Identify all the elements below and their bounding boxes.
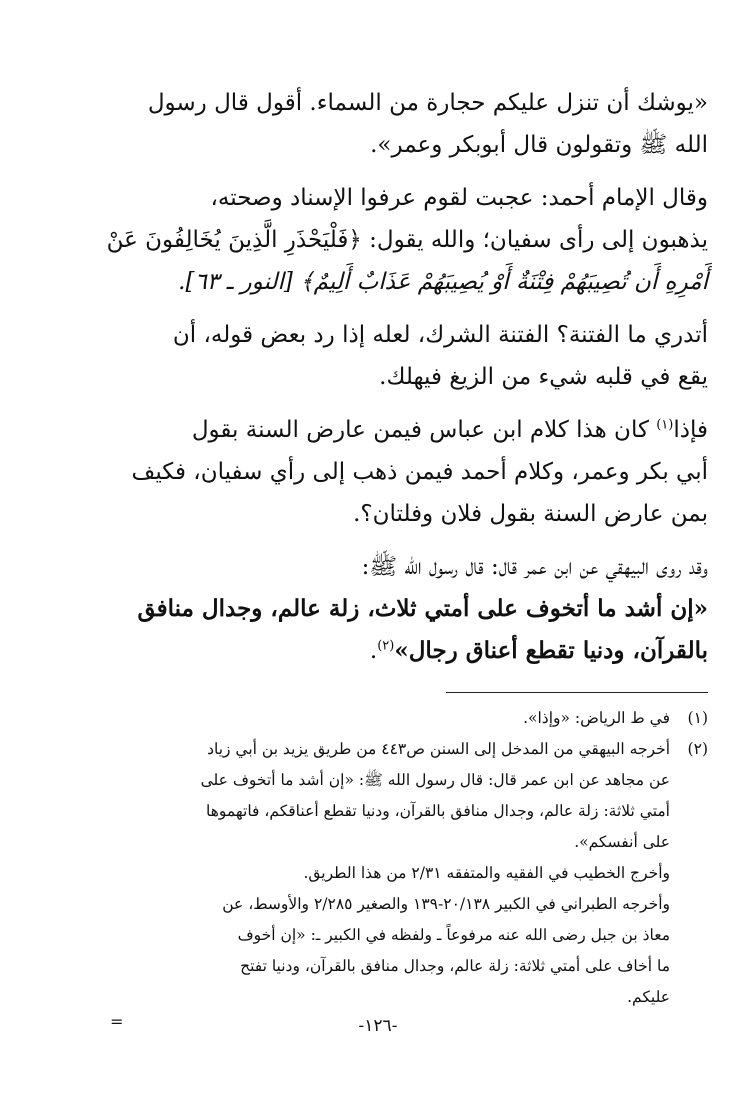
text-line: الله ﷺ وتقولون قال أبوبكر وعمر». [370, 132, 708, 158]
footnote-line: ما أخاف على أمتي ثلاثة: زلة عالم، وجدال منافق بالقرآن، ودنيا تفتح [240, 957, 670, 975]
footnote-line: عليكم. [627, 988, 670, 1006]
line-text: كان هذا كلام ابن عباس فيمن عارض السنة بقول [191, 417, 649, 443]
hadith-line-last [78, 630, 708, 672]
lead-word: فإذا [673, 417, 708, 443]
footnote-2 [78, 734, 708, 858]
text-line: وقد روى البيهقي عن ابن عمر قال: قال رسول الله ﷺ: [361, 554, 708, 580]
paragraph-3 [78, 314, 708, 398]
page-number: -١٢٦- [358, 1016, 398, 1036]
period: . [369, 638, 378, 664]
footnote-body [78, 703, 670, 734]
footnote-line: وأخرجه الطبراني في الكبير ٢٠/١٣٨-١٣٩ والصغير ٢/٢٨٥ والأوسط، عن [222, 895, 670, 913]
hadith-line: «إن أشد ما أتخوف على أمتي ثلاث، زلة عالم، وجدال منافق [137, 595, 708, 622]
footnotes [78, 703, 708, 1031]
text-line: وقال الإمام أحمد: عجبت لقوم عرفوا الإسناد وصحته، [210, 185, 708, 211]
hadith-text: بالقرآن، ودنيا تقطع أعناق رجال» [394, 637, 708, 664]
continuation-mark: = [110, 1012, 124, 1031]
paragraph-1 [78, 82, 708, 166]
footnote-ref-2[interactable]: (٢) [377, 638, 395, 654]
footnote-line: وأخرج الخطيب في الفقيه والمتفقه ٢/٣١ من هذا الطريق. [303, 864, 670, 882]
footnote-continuation [78, 858, 708, 1013]
footnote-number: (١) [687, 709, 708, 727]
quran-verse-line: أَمْرِهِ أَن تُصِيبَهُمْ فِتْنَةٌ أَوْ يُصِيبَهُمْ عَذَابٌ أَلِيمٌ﴾ [النور ـ ٦٣]. [178, 269, 708, 295]
footnote-number: (٢) [687, 740, 708, 758]
text-line: أتدري ما الفتنة؟ الفتنة الشرك، لعله إذا رد بعض قوله، أن [172, 322, 708, 348]
text-line: يقع في قلبه شيء من الزيغ فيهلك. [379, 364, 708, 390]
footnote-line: معاذ بن جبل رضى الله عنه مرفوعاً ـ ولفظه في الكبير ـ: «إن أخوف [237, 926, 670, 944]
text-line: يذهبون إلى رأى سفيان؛ والله يقول: ﴿فَلْيَحْذَرِ الَّذِينَ يُخَالِفُونَ عَنْ [106, 227, 708, 253]
footnote-line: في ط الرياض: «وإذا». [523, 709, 670, 727]
footnote-1 [78, 703, 708, 734]
paragraph-2 [78, 177, 708, 303]
paragraph-4 [78, 409, 708, 535]
footnote-divider [446, 692, 708, 693]
text-line: أبي بكر وعمر، وكلام أحمد فيمن ذهب إلى رأي سفيان، فكيف [131, 459, 708, 485]
footnote-line: أخرجه البيهقي من المدخل إلى السنن ص٤٤٣ من طريق يزيد بن أبي زياد [207, 740, 670, 758]
paragraph-5 [78, 546, 708, 672]
footnote-line: أمتي ثلاثة: زلة عالم، وجدال منافق بالقرآن، ودنيا تقطع أعناقكم، فاتهموها [206, 802, 670, 820]
text-line: «يوشك أن تنزل عليكم حجارة من السماء. أقول قال رسول [147, 90, 708, 116]
text-line [78, 409, 708, 451]
text-line: بمن عارض السنة بقول فلان وفلتان؟. [353, 501, 708, 527]
footnote-ref-1[interactable]: (١) [656, 417, 674, 433]
footnote-line: على أنفسكم». [574, 833, 670, 851]
footnote-body [78, 734, 670, 858]
footnote-line: عن مجاهد عن ابن عمر قال: قال رسول الله ﷺ: «إن أشد ما أتخوف على [200, 771, 670, 789]
